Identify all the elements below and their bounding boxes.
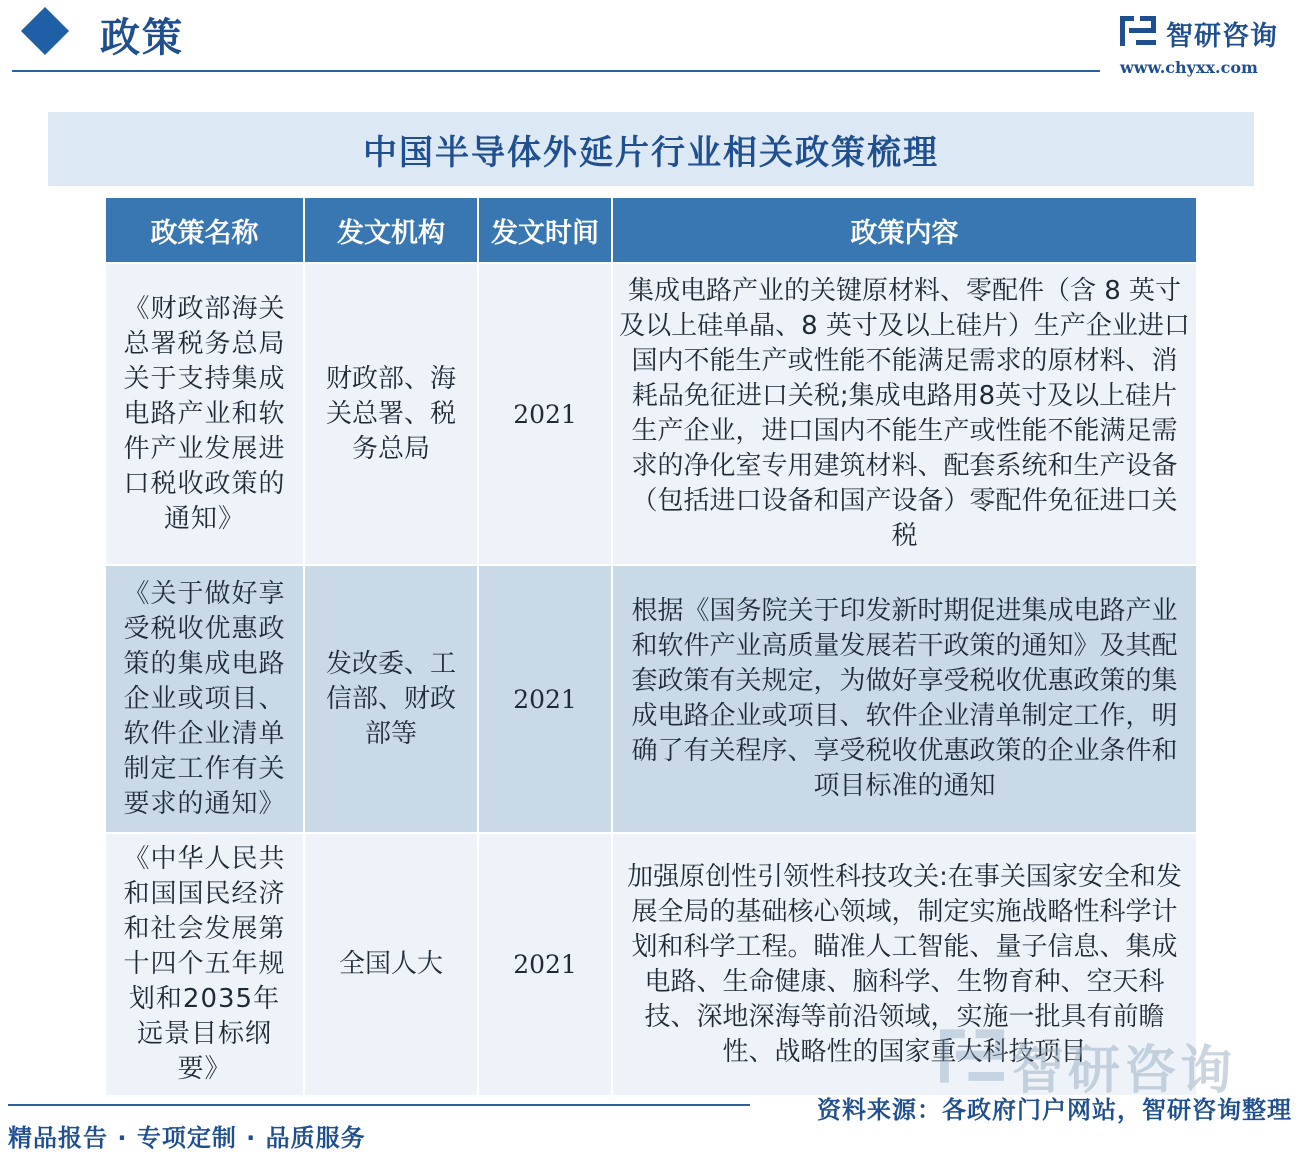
policy-agency: 财政部、海关总署、税务总局 [304,263,478,565]
brand-logo-icon [1120,16,1156,46]
column-header-agency: 发文机构 [304,198,478,263]
header-divider [12,70,1100,72]
watermark-text: 智研咨询 [1012,1041,1237,1101]
brand-url[interactable]: www.chyxx.com [1120,58,1258,77]
table-row [106,565,1196,833]
policy-year: 2021 [478,263,612,565]
column-header-year: 发文时间 [478,198,612,263]
policy-year: 2021 [478,565,612,833]
policy-name: 《财政部海关总署税务总局关于支持集成电路产业和软件产业发展进口税收政策的通知》 [106,263,304,565]
column-header-name: 政策名称 [106,198,304,263]
source-note: 资料来源：各政府门户网站，智研咨询整理 [817,1096,1292,1124]
policy-table [106,198,1196,1095]
watermark-logo-icon [940,1028,1004,1084]
section-title: 政策 [100,14,184,61]
policy-name: 《关于做好享受税收优惠政策的集成电路企业或项目、软件企业清单制定工作有关要求的通知》 [106,565,304,833]
column-header-content: 政策内容 [612,198,1196,263]
policy-agency: 发改委、工信部、财政部等 [304,565,478,833]
policy-agency: 全国人大 [304,833,478,1095]
policy-year: 2021 [478,833,612,1095]
footer-slogan: 精品报告 · 专项定制 · 品质服务 [8,1124,366,1152]
table-header-row [106,198,1196,263]
policy-name: 《中华人民共和国国民经济和社会发展第十四个五年规划和2035年远景目标纲要》 [106,833,304,1095]
policy-content: 加强原创性引领性科技攻关:在事关国家安全和发展全局的基础核心领域，制定实施战略性科学计划和科学工程。瞄准人工智能、量子信息、集成电路、生命健康、脑科学、生物育种、空天科技、深地深海等前沿领域，实施一批具有前瞻性、战略性的国家重大科技项目 [612,833,1196,1095]
policy-content: 集成电路产业的关键原材料、零配件（含 8 英寸及以上硅单晶、8 英寸及以上硅片）生产企业进口国内不能生产或性能不能满足需求的原材料、消耗品免征进口关税;集成电路用8英寸及以上硅片生产企业，进口国内不能生产或性能不能满足需求的净化室专用建筑材料、配套系统和生产设备（包括进口设备和国产设备）零配件免征进口关税 [612,263,1196,565]
page-title: 中国半导体外延片行业相关政策梳理 [363,132,939,173]
policy-content: 根据《国务院关于印发新时期促进集成电路产业和软件产业高质量发展若干政策的通知》及其配套政策有关规定，为做好享受税收优惠政策的集成电路企业或项目、软件企业清单制定工作，明确了有关程序、享受税收优惠政策的企业条件和项目标准的通知 [612,565,1196,833]
footer-divider [8,1104,750,1106]
section-diamond-icon [21,7,69,55]
brand-name: 智研咨询 [1166,21,1278,52]
table-row [106,263,1196,565]
title-band [48,112,1254,186]
